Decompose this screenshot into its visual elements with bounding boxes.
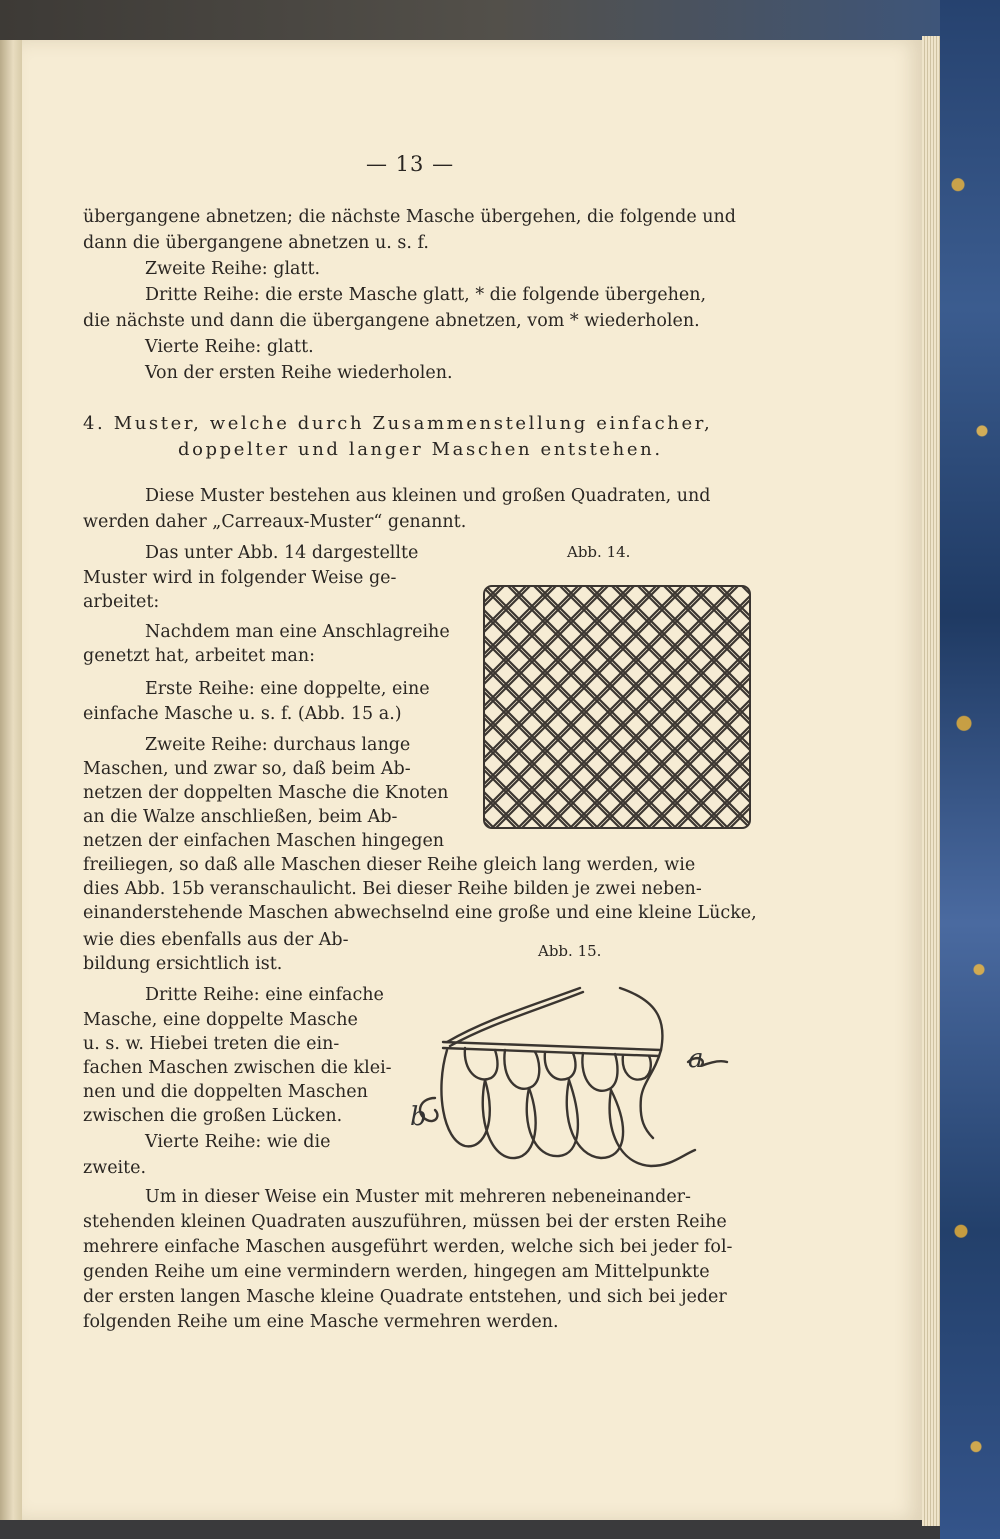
marbled-cover bbox=[940, 0, 1000, 1539]
text-line: Vierte Reihe: wie die bbox=[145, 1132, 331, 1152]
net-strand bbox=[482, 582, 734, 834]
text-line: Diese Muster bestehen aus kleinen und großen Quadraten, und bbox=[145, 486, 711, 506]
text-line: Um in dieser Weise ein Muster mit mehreren nebeneinander- bbox=[145, 1187, 691, 1207]
text-line: netzen der einfachen Maschen hingegen bbox=[83, 831, 445, 851]
text-line: die nächste und dann die übergangene abnetzen, vom * wiederholen. bbox=[83, 311, 700, 331]
text-line: einanderstehende Maschen abwechselnd eine große und eine kleine Lücke, bbox=[83, 903, 757, 923]
text-line: folgenden Reihe um eine Masche vermehren werden. bbox=[83, 1312, 559, 1332]
text-line: wie dies ebenfalls aus der Ab- bbox=[83, 930, 349, 950]
net-strand bbox=[478, 582, 482, 834]
text-line: Nachdem man eine Anschlagreihe bbox=[145, 622, 450, 642]
text-line: stehenden kleinen Quadraten auszuführen, müssen bei der ersten Reihe bbox=[83, 1212, 727, 1232]
text-line: fachen Maschen zwischen die klei- bbox=[83, 1058, 392, 1078]
text-line: Maschen, und zwar so, daß beim Ab- bbox=[83, 759, 411, 779]
text-line: Dritte Reihe: die erste Masche glatt, * die folgende übergehen, bbox=[145, 285, 707, 305]
text-line: genetzt hat, arbeitet man: bbox=[83, 646, 316, 666]
page-number: — 13 — bbox=[366, 152, 455, 176]
text-line: netzen der doppelten Masche die Knoten bbox=[83, 783, 449, 803]
text-line: übergangene abnetzen; die nächste Masche übergehen, die folgende und bbox=[83, 207, 737, 227]
text-line: Dritte Reihe: eine einfache bbox=[145, 985, 384, 1005]
text-line: an die Walze anschließen, beim Ab- bbox=[83, 807, 398, 827]
text-line: zweite. bbox=[83, 1158, 147, 1178]
figure-15-label-a: a bbox=[688, 1044, 704, 1074]
net-strand bbox=[490, 582, 742, 834]
text-line: bildung ersichtlich ist. bbox=[83, 954, 283, 974]
text-line: freiliegen, so daß alle Maschen dieser Reihe gleich lang werden, wie bbox=[83, 855, 696, 875]
section-heading: 4. Muster, welche durch Zusammenstellung einfacher, bbox=[83, 413, 713, 434]
text-line: Masche, eine doppelte Masche bbox=[83, 1010, 358, 1030]
text-line: dann die übergangene abnetzen u. s. f. bbox=[83, 233, 429, 253]
text-line: Erste Reihe: eine doppelte, eine bbox=[145, 679, 430, 699]
net-strand bbox=[504, 582, 756, 834]
figure-15-loops-illustration bbox=[405, 980, 735, 1180]
text-line: u. s. w. Hiebei treten die ein- bbox=[83, 1034, 340, 1054]
text-line: Von der ersten Reihe wiederholen. bbox=[145, 363, 453, 383]
text-line: mehrere einfache Maschen ausgeführt werden, welche sich bei jeder fol- bbox=[83, 1237, 733, 1257]
net-strand bbox=[486, 582, 738, 834]
facing-page-edge bbox=[0, 40, 22, 1520]
text-line: Muster wird in folgender Weise ge- bbox=[83, 568, 397, 588]
text-line: Zweite Reihe: durchaus lange bbox=[145, 735, 411, 755]
section-heading-cont: doppelter und langer Maschen entstehen. bbox=[178, 439, 663, 460]
text-line: der ersten langen Masche kleine Quadrate entstehen, und sich bei jeder bbox=[83, 1287, 727, 1307]
figure-15-caption: Abb. 15. bbox=[538, 942, 602, 960]
text-line: Das unter Abb. 14 dargestellte bbox=[145, 543, 419, 563]
text-line: genden Reihe um eine vermindern werden, hingegen am Mittelpunkte bbox=[83, 1262, 710, 1282]
text-line: einfache Masche u. s. f. (Abb. 15 a.) bbox=[83, 704, 402, 724]
net-strand bbox=[478, 582, 730, 834]
figure-14-net-illustration bbox=[478, 582, 756, 834]
book-top-background bbox=[0, 0, 1000, 40]
text-line: nen und die doppelten Maschen bbox=[83, 1082, 368, 1102]
figure-15-label-b: b bbox=[410, 1102, 427, 1132]
text-line: arbeitet: bbox=[83, 592, 160, 612]
figure-14-caption: Abb. 14. bbox=[567, 543, 631, 561]
text-line: Zweite Reihe: glatt. bbox=[145, 259, 321, 279]
text-line: Vierte Reihe: glatt. bbox=[145, 337, 314, 357]
text-line: zwischen die großen Lücken. bbox=[83, 1106, 343, 1126]
text-line: dies Abb. 15b veranschaulicht. Bei dieser Reihe bilden je zwei neben- bbox=[83, 879, 702, 899]
page-stack-edges bbox=[922, 36, 940, 1526]
text-line: werden daher „Carreaux-Muster“ genannt. bbox=[83, 512, 467, 532]
